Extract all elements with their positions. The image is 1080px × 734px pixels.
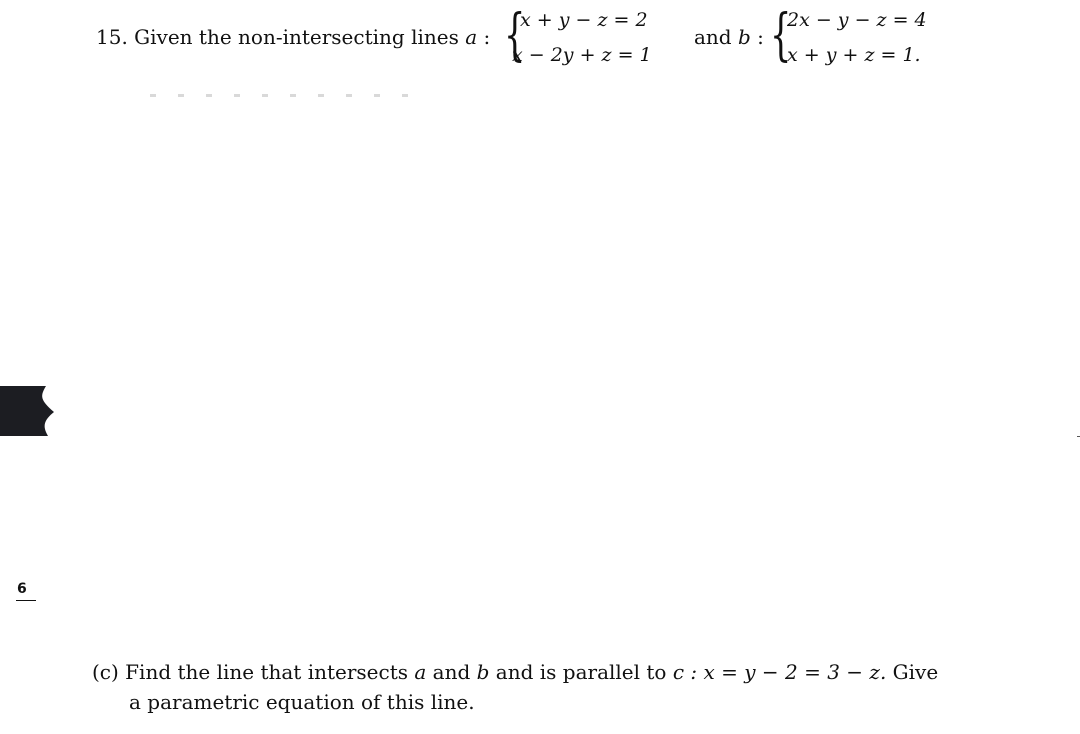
line-c-symbol: c [672,660,685,684]
line-a-symbol: a [465,25,478,49]
line-b-equation-2: x + y + z = 1. [787,44,921,66]
page-number: 6 [17,581,27,597]
left-brace-icon: { [504,3,526,68]
scan-artifact [150,94,430,97]
conjunction: and [426,660,477,684]
problem-statement [96,24,490,50]
left-brace-icon: { [770,3,792,68]
line-b-symbol: b [737,25,751,49]
line-b-equation-1: 2x − y − z = 4 [787,9,927,31]
line-c-equation: : x = y − 2 = 3 − z. [684,660,887,684]
colon: : [477,25,491,49]
conjunction: and [694,25,738,49]
line-a-equation-2: x − 2y + z = 1 [512,44,652,66]
line-b-intro [694,24,764,50]
part-c-question [92,658,938,686]
line-a-equation-1: x + y − z = 2 [520,9,648,31]
colon: : [750,25,764,49]
page-tab-marker-icon [0,386,56,436]
part-c-text: and is parallel to [489,660,673,684]
line-b-symbol: b [476,660,490,684]
part-c-question-continued: a parametric equation of this line. [129,690,475,714]
part-c-label: (c) [92,660,126,684]
part-c-text: Find the line that intersects [125,660,415,684]
part-c-text: Give [886,660,939,684]
problem-lead-text: 15. Given the non-intersecting lines [96,25,466,49]
page-number-underline [16,600,36,601]
line-a-symbol: a [414,660,427,684]
